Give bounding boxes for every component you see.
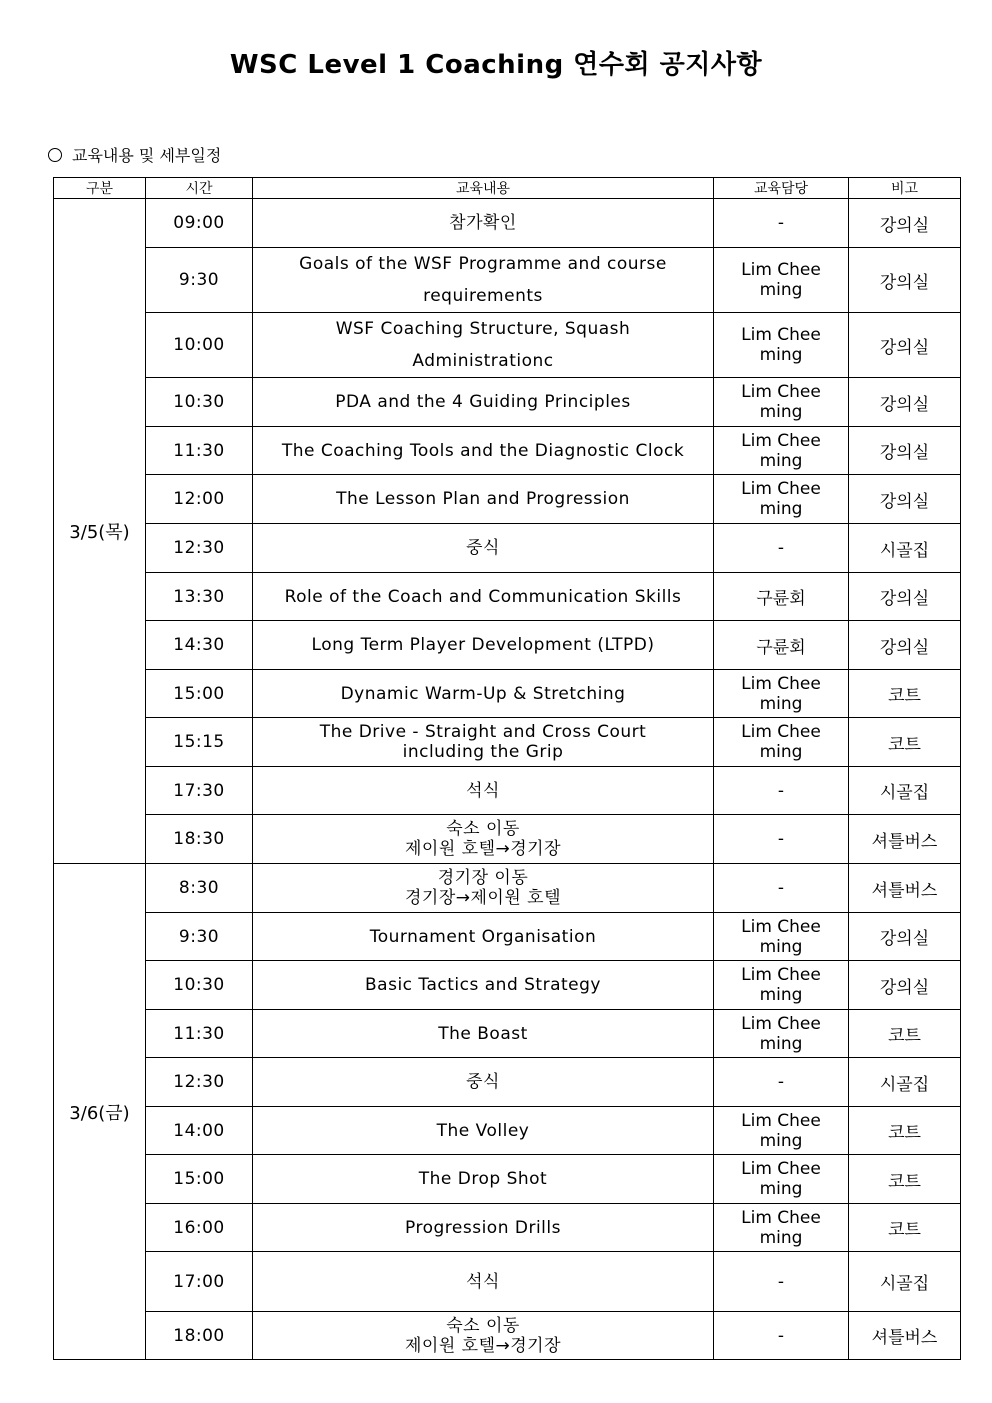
- content-cell: [253, 199, 714, 248]
- time-cell: 13:30: [146, 573, 253, 621]
- content-line: 숙소 이동: [446, 819, 520, 839]
- instructor-cell: Lim Chee ming: [714, 248, 849, 313]
- table-row: [54, 1204, 961, 1252]
- table-row: [54, 718, 961, 767]
- section-heading: [48, 143, 221, 166]
- content-line: requirements: [423, 286, 543, 306]
- content-cell: [253, 815, 714, 864]
- time-cell: 8:30: [146, 864, 253, 913]
- time-cell: 14:00: [146, 1107, 253, 1155]
- content-cell: [253, 524, 714, 573]
- table-row: [54, 621, 961, 670]
- instructor-cell: 구륜회: [714, 621, 849, 670]
- table-row: [54, 313, 961, 378]
- note-cell: 강의실: [849, 427, 961, 475]
- schedule-body: [54, 199, 961, 1360]
- instructor-cell: Lim Chee ming: [714, 427, 849, 475]
- instructor-cell: -: [714, 767, 849, 815]
- content-cell: [253, 961, 714, 1010]
- note-cell: 강의실: [849, 961, 961, 1010]
- table-row: [54, 475, 961, 524]
- content-line: Tournament Organisation: [369, 926, 597, 947]
- time-cell: 16:00: [146, 1204, 253, 1252]
- table-row: [54, 1252, 961, 1312]
- content-cell: [253, 1312, 714, 1360]
- time-cell: 11:30: [146, 1010, 253, 1058]
- content-cell: [253, 475, 714, 524]
- note-cell: 코트: [849, 1107, 961, 1155]
- note-cell: 셔틀버스: [849, 864, 961, 913]
- table-row: [54, 815, 961, 864]
- content-line: The Volley: [436, 1120, 530, 1141]
- content-cell: [253, 1058, 714, 1107]
- note-cell: 셔틀버스: [849, 815, 961, 864]
- header-content: 교육내용: [253, 178, 714, 199]
- content-line: 중식: [466, 538, 500, 558]
- content-line: 참가확인: [449, 213, 517, 233]
- note-cell: 셔틀버스: [849, 1312, 961, 1360]
- time-cell: 12:30: [146, 1058, 253, 1107]
- time-cell: 18:30: [146, 815, 253, 864]
- instructor-cell: Lim Chee ming: [714, 670, 849, 718]
- time-cell: 10:30: [146, 961, 253, 1010]
- content-line: The Boast: [438, 1023, 528, 1044]
- instructor-cell: -: [714, 524, 849, 573]
- content-line: Long Term Player Development (LTPD): [311, 635, 655, 655]
- content-cell: [253, 1010, 714, 1058]
- note-cell: 코트: [849, 1010, 961, 1058]
- time-cell: 11:30: [146, 427, 253, 475]
- content-line: Basic Tactics and Strategy: [365, 975, 601, 995]
- note-cell: 시골집: [849, 1252, 961, 1312]
- circle-bullet-icon: [48, 148, 62, 162]
- note-cell: 코트: [849, 718, 961, 767]
- table-row: [54, 524, 961, 573]
- instructor-cell: Lim Chee ming: [714, 1204, 849, 1252]
- content-line: WSF Coaching Structure, Squash: [335, 319, 631, 339]
- page-title: WSC Level 1 Coaching 연수회 공지사항: [229, 50, 763, 80]
- content-line: The Drop Shot: [418, 1169, 548, 1189]
- table-row: [54, 1107, 961, 1155]
- table-row: [54, 427, 961, 475]
- note-cell: 강의실: [849, 913, 961, 961]
- time-cell: 09:00: [146, 199, 253, 248]
- content-cell: [253, 670, 714, 718]
- content-cell: [253, 1107, 714, 1155]
- table-row: [54, 864, 961, 913]
- table-row: [54, 199, 961, 248]
- table-row: [54, 1155, 961, 1204]
- content-line: The Lesson Plan and Progression: [336, 489, 630, 509]
- content-line: PDA and the 4 Guiding Principles: [335, 392, 631, 412]
- instructor-cell: Lim Chee ming: [714, 1107, 849, 1155]
- table-row: [54, 378, 961, 427]
- instructor-cell: -: [714, 199, 849, 248]
- header-note: 비고: [849, 178, 961, 199]
- content-line: including the Grip: [402, 742, 564, 762]
- table-row: [54, 961, 961, 1010]
- table-row: [54, 670, 961, 718]
- content-line: Progression Drills: [405, 1217, 561, 1238]
- note-cell: 시골집: [849, 524, 961, 573]
- time-cell: 15:15: [146, 718, 253, 767]
- time-cell: 17:00: [146, 1252, 253, 1312]
- content-cell: [253, 427, 714, 475]
- instructor-cell: Lim Chee ming: [714, 913, 849, 961]
- note-cell: 코트: [849, 1204, 961, 1252]
- content-line: Dynamic Warm-Up & Stretching: [340, 683, 626, 704]
- time-cell: 9:30: [146, 248, 253, 313]
- time-cell: 10:00: [146, 313, 253, 378]
- content-line: 석식: [466, 1271, 500, 1292]
- note-cell: 강의실: [849, 621, 961, 670]
- instructor-cell: -: [714, 864, 849, 913]
- content-cell: [253, 1204, 714, 1252]
- table-row: [54, 573, 961, 621]
- content-line: The Coaching Tools and the Diagnostic Clock: [281, 440, 685, 461]
- instructor-cell: Lim Chee ming: [714, 1010, 849, 1058]
- note-cell: 강의실: [849, 475, 961, 524]
- table-row: [54, 1312, 961, 1360]
- header-division: 구분: [54, 178, 146, 199]
- header-time: 시간: [146, 178, 253, 199]
- content-line: 중식: [466, 1072, 500, 1092]
- content-cell: [253, 767, 714, 815]
- note-cell: 강의실: [849, 378, 961, 427]
- schedule-table: [53, 177, 961, 1360]
- instructor-cell: -: [714, 815, 849, 864]
- time-cell: 15:00: [146, 670, 253, 718]
- content-line: The Drive - Straight and Cross Court: [319, 722, 647, 742]
- instructor-cell: Lim Chee ming: [714, 961, 849, 1010]
- content-line: 경기장→제이원 호텔: [404, 888, 562, 908]
- content-cell: [253, 718, 714, 767]
- content-cell: [253, 378, 714, 427]
- content-line: Role of the Coach and Communication Skills: [284, 586, 682, 607]
- time-cell: 12:30: [146, 524, 253, 573]
- instructor-cell: -: [714, 1058, 849, 1107]
- note-cell: 강의실: [849, 199, 961, 248]
- content-cell: [253, 621, 714, 670]
- note-cell: 코트: [849, 1155, 961, 1204]
- note-cell: 시골집: [849, 1058, 961, 1107]
- time-cell: 14:30: [146, 621, 253, 670]
- instructor-cell: 구륜회: [714, 573, 849, 621]
- table-row: [54, 913, 961, 961]
- time-cell: 12:00: [146, 475, 253, 524]
- content-line: 석식: [466, 780, 500, 801]
- header-instructor: 교육담당: [714, 178, 849, 199]
- instructor-cell: -: [714, 1312, 849, 1360]
- note-cell: 강의실: [849, 248, 961, 313]
- note-cell: 강의실: [849, 313, 961, 378]
- instructor-cell: Lim Chee ming: [714, 378, 849, 427]
- table-header-row: [54, 178, 961, 199]
- content-line: Goals of the WSF Programme and course: [299, 254, 667, 274]
- note-cell: 코트: [849, 670, 961, 718]
- time-cell: 18:00: [146, 1312, 253, 1360]
- content-cell: [253, 913, 714, 961]
- day-label: 3/5(목): [54, 199, 146, 864]
- content-line: 제이원 호텔→경기장: [404, 1335, 562, 1356]
- instructor-cell: Lim Chee ming: [714, 313, 849, 378]
- time-cell: 9:30: [146, 913, 253, 961]
- instructor-cell: Lim Chee ming: [714, 1155, 849, 1204]
- content-line: 경기장 이동: [437, 868, 529, 888]
- content-cell: [253, 1155, 714, 1204]
- content-cell: [253, 248, 714, 313]
- content-line: Administrationc: [412, 351, 554, 371]
- instructor-cell: Lim Chee ming: [714, 718, 849, 767]
- note-cell: 시골집: [849, 767, 961, 815]
- time-cell: 17:30: [146, 767, 253, 815]
- table-row: [54, 248, 961, 313]
- day-label: 3/6(금): [54, 864, 146, 1360]
- note-cell: 강의실: [849, 573, 961, 621]
- table-row: [54, 767, 961, 815]
- content-cell: [253, 1252, 714, 1312]
- section-heading-text: 교육내용 및 세부일정: [72, 146, 222, 165]
- time-cell: 15:00: [146, 1155, 253, 1204]
- content-line: 숙소 이동: [446, 1315, 520, 1336]
- instructor-cell: Lim Chee ming: [714, 475, 849, 524]
- content-cell: [253, 573, 714, 621]
- table-row: [54, 1010, 961, 1058]
- content-line: 제이원 호텔→경기장: [404, 839, 562, 859]
- time-cell: 10:30: [146, 378, 253, 427]
- instructor-cell: -: [714, 1252, 849, 1312]
- table-row: [54, 1058, 961, 1107]
- content-cell: [253, 313, 714, 378]
- content-cell: [253, 864, 714, 913]
